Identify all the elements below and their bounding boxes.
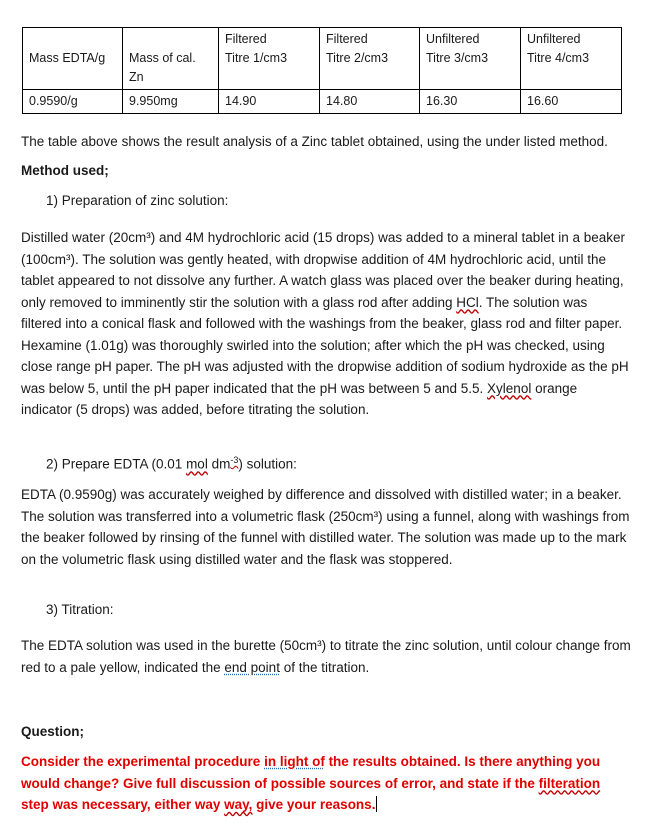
header-titre-3: Unfiltered Titre 3/cm3 bbox=[420, 28, 521, 90]
header-mass-edta: Mass EDTA/g bbox=[23, 28, 123, 90]
paragraph-2: EDTA (0.9590g) was accurately weighed by difference and dissolved with distilled water; in a beaker. The solution was transferred into a volumetric flask (250cm³) using a funnel, along with washings from the beaker followed by rinsing of the funnel with distilled water. The solution was made up to the mark on the volumetric flask using distilled water and the flask was stoppered. bbox=[21, 487, 630, 567]
paragraph-3: The EDTA solution was used in the burette (50cm³) to titrate the zinc solution, until colour change from red to a pale yellow, indicated the end point of the titration. bbox=[21, 638, 631, 675]
question-heading: Question; bbox=[21, 724, 84, 739]
header-mass-zn: Mass of cal. Zn bbox=[123, 28, 219, 90]
intro-text: The table above shows the result analysis of a Zinc tablet obtained, using the under listed method. bbox=[21, 134, 608, 149]
spell-mark-way: way, bbox=[224, 797, 253, 812]
spell-mark-hcl: HCl bbox=[456, 294, 479, 310]
results-table bbox=[22, 27, 622, 114]
grammar-mark-end-point: end point bbox=[224, 659, 280, 675]
cell-mass-edta: 0.9590/g bbox=[23, 90, 123, 114]
cell-titre-4: 16.60 bbox=[521, 90, 622, 114]
spell-mark-xylenol: Xylenol bbox=[487, 380, 532, 396]
text-cursor bbox=[376, 796, 377, 812]
question-text[interactable]: Consider the experimental procedure in light of the results obtained. Is there anything you would change? Give full discussion of possible sources of error, and state if the filteration step was necessary, either way way, give your reasons. bbox=[21, 754, 601, 812]
paragraph-1: Distilled water (20cm³) and 4M hydrochloric acid (15 drops) was added to a mineral tablet in a beaker (100cm³). The solution was gently heated, with dropwise addition of 4M hydrochloric acid, until the tablet appeared to not dissolve any further. A watch glass was placed over the beaker during heating, only removed to imminently stir the solution with a glass rod after adding HCl. The solution was filtered into a conical flask and followed with the washings from the beaker, glass rod and filter paper. Hexamine (1.01g) was thoroughly swirled into the solution; after which the pH was checked, using close range pH paper. The pH was adjusted with the dropwise addition of sodium hydroxide as the pH was below 5, until the pH paper indicated that the pH was between 5 and 5.5. Xylenol orange indicator (5 drops) was added, before titrating the solution. bbox=[21, 230, 629, 417]
step-3-heading: 3) Titration: bbox=[46, 602, 114, 617]
table-row bbox=[23, 90, 622, 114]
spell-mark-filteration: filteration bbox=[538, 775, 601, 791]
header-titre-2: Filtered Titre 2/cm3 bbox=[320, 28, 420, 90]
table-header-row bbox=[23, 28, 622, 90]
cell-titre-3: 16.30 bbox=[420, 90, 521, 114]
grammar-mark-in-light-of: in light of bbox=[264, 754, 325, 769]
cell-mass-zn: 9.950mg bbox=[123, 90, 219, 114]
cell-titre-1: 14.90 bbox=[219, 90, 320, 114]
header-titre-4: Unfiltered Titre 4/cm3 bbox=[521, 28, 622, 90]
step-2-heading: 2) Prepare EDTA (0.01 mol $dm^{-3}$) solution: bbox=[46, 455, 297, 472]
method-heading: Method used; bbox=[21, 163, 109, 178]
header-titre-1: Filtered Titre 1/cm3 bbox=[219, 28, 320, 90]
spell-mark-mol: mol bbox=[186, 456, 208, 472]
step-1-heading: 1) Preparation of zinc solution: bbox=[46, 193, 229, 208]
cell-titre-2: 14.80 bbox=[320, 90, 420, 114]
